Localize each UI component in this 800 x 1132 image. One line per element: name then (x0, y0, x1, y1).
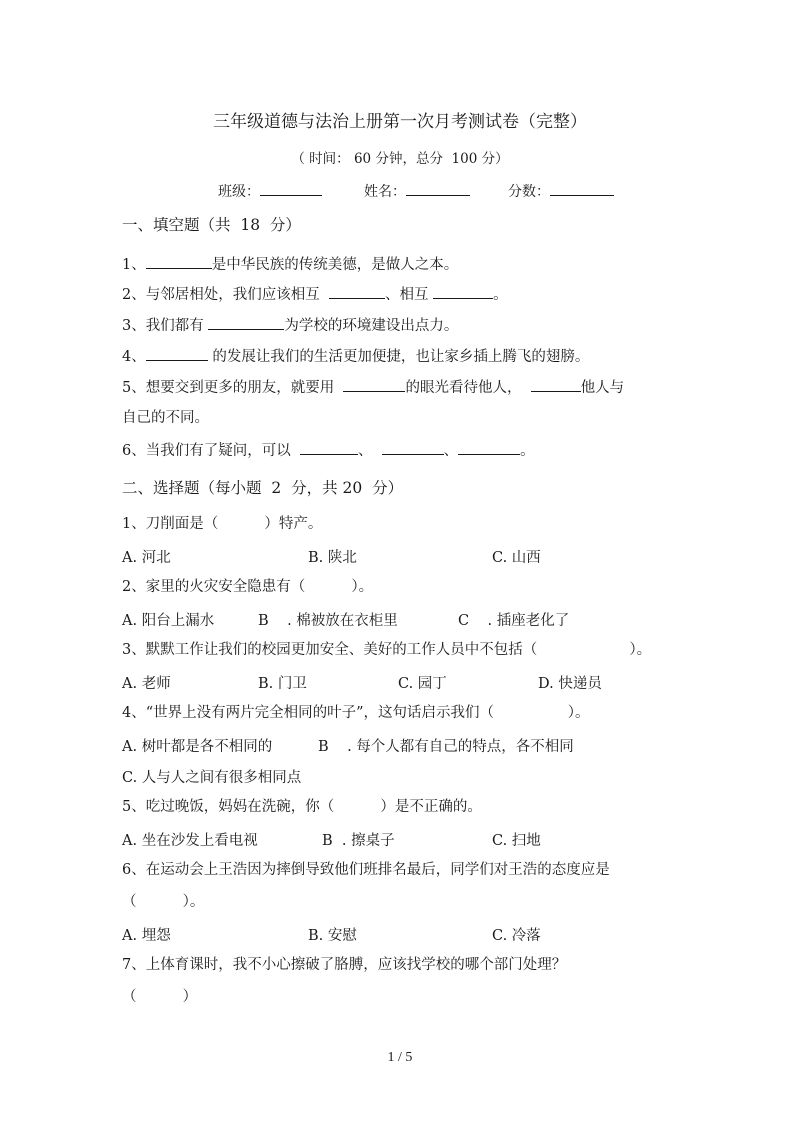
question-2-3: 3、默默工作让我们的校园更加安全、美好的工作人员中不包括（ ）。 (122, 642, 652, 658)
name-field (364, 181, 470, 201)
question-2-6-cont: （ ）。 (122, 894, 205, 910)
option-c[interactable]: C. 人与人之间有很多相同点 (122, 770, 302, 786)
question-1-2: 2、与邻居相处，我们应该相互 、相互 。 (122, 284, 508, 305)
option-b[interactable]: B. 门卫 (258, 676, 307, 692)
question-2-6: 6、在运动会上王浩因为摔倒导致他们班排名最后，同学们对王浩的态度应是 (122, 862, 610, 878)
option-a[interactable]: A. 老师 (122, 676, 171, 692)
question-2-7: 7、上体育课时，我不小心擦破了胳膊，应该找学校的哪个部门处理？ (122, 957, 567, 973)
option-c[interactable]: C. 山西 (492, 550, 541, 566)
answer-blank[interactable] (300, 440, 358, 455)
page-title: 三年级道德与法治上册第一次月考测试卷（完整） (213, 112, 587, 132)
question-2-2: 2、家里的火灾安全隐患有（ ）。 (122, 579, 374, 595)
option-c[interactable]: C. 园丁 (398, 676, 447, 692)
option-b[interactable]: B . 棉被放在衣柜里 (258, 613, 398, 629)
answer-blank[interactable] (458, 440, 520, 455)
option-a[interactable]: A. 埋怨 (122, 928, 171, 944)
section-heading-multiple-choice: 二、选择题（每小题 2 分，共 20 分） (122, 479, 404, 497)
option-c[interactable]: C . 插座老化了 (458, 613, 570, 629)
option-b[interactable]: B . 每个人都有自己的特点，各不相同 (318, 739, 574, 755)
page-number: 1 / 5 (387, 1050, 413, 1065)
class-label: 班级： (218, 184, 260, 200)
question-1-5-cont: 自己的不同。 (122, 410, 209, 426)
class-blank[interactable] (260, 181, 322, 196)
name-blank[interactable] (406, 181, 470, 196)
answer-blank[interactable] (343, 377, 405, 392)
question-2-4: 4、“世界上没有两片完全相同的叶子”，这句话启示我们（ ）。 (122, 705, 590, 721)
option-a[interactable]: A. 坐在沙发上看电视 (122, 833, 258, 849)
question-1-6: 6、当我们有了疑问，可以 、 、 。 (122, 440, 535, 461)
answer-blank[interactable] (382, 440, 444, 455)
answer-blank[interactable] (146, 346, 208, 361)
answer-blank[interactable] (433, 284, 493, 299)
option-c[interactable]: C. 扫地 (492, 833, 541, 849)
option-a[interactable]: A. 阳台上漏水 (122, 613, 215, 629)
question-1-1: 1、 是中华民族的传统美德，是做人之本。 (122, 254, 458, 275)
question-2-7-cont: （ ） (122, 989, 198, 1005)
option-a[interactable]: A. 河北 (122, 550, 171, 566)
question-1-4: 4、 的发展让我们的生活更加便捷，也让家乡插上腾飞的翅膀。 (122, 346, 589, 367)
option-d[interactable]: D. 快递员 (538, 676, 602, 692)
option-b[interactable]: B. 陕北 (308, 550, 357, 566)
answer-blank[interactable] (329, 284, 385, 299)
section-heading-fill-in: 一、填空题（共 18 分） (122, 216, 301, 234)
score-label: 分数： (508, 184, 550, 200)
question-2-1: 1、刀削面是（ ）特产。 (122, 516, 323, 532)
exam-time-info: （ 时间： 60 分钟，总分 100 分） (291, 151, 509, 167)
option-b[interactable]: B . 擦桌子 (322, 833, 395, 849)
question-1-3: 3、我们都有 为学校的环境建设出点力。 (122, 315, 458, 336)
score-blank[interactable] (550, 181, 614, 196)
option-a[interactable]: A. 树叶都是各不相同的 (122, 739, 273, 755)
score-field (508, 181, 614, 201)
question-2-5: 5、吃过晚饭，妈妈在洗碗，你（ ）是不正确的。 (122, 799, 482, 815)
answer-blank[interactable] (531, 377, 581, 392)
answer-blank[interactable] (208, 315, 284, 330)
option-c[interactable]: C. 冷落 (492, 928, 541, 944)
option-b[interactable]: B. 安慰 (308, 928, 357, 944)
question-1-5: 5、想要交到更多的朋友，就要用 的眼光看待他人， 他人与 (122, 377, 624, 398)
class-field (218, 181, 322, 201)
name-label: 姓名： (364, 184, 406, 200)
answer-blank[interactable] (146, 254, 212, 269)
